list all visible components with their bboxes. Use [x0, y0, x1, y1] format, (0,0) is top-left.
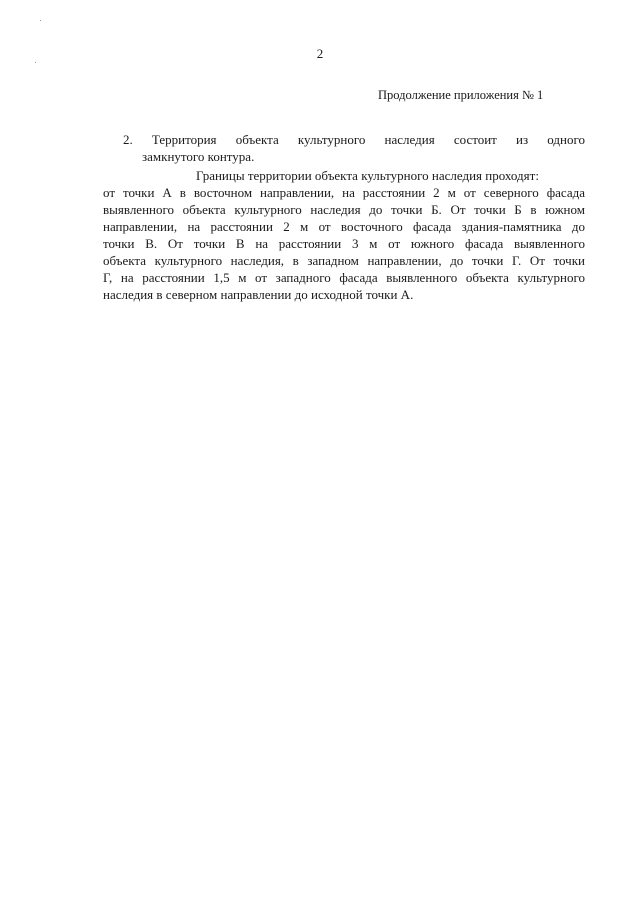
- appendix-continuation-note: Продолжение приложения № 1: [378, 88, 544, 102]
- scan-speck: [35, 62, 36, 63]
- paragraph-2-line-2: от точки А в восточном направлении, на расстоянии 2 м от северного фасада: [103, 185, 585, 200]
- paragraph-2-line-3: выявленного объекта культурного наследия до точки Б. От точки Б в южном: [103, 202, 585, 217]
- paragraph-2-line-7: Г, на расстоянии 1,5 м от западного фасада выявленного объекта культурного: [103, 270, 585, 285]
- paragraph-2-line-5: точки В. От точки В на расстоянии 3 м от южного фасада выявленного: [103, 236, 585, 251]
- page-number: 2: [316, 46, 324, 61]
- paragraph-2-line-6: объекта культурного наследия, в западном направлении, до точки Г. От точки: [103, 253, 585, 268]
- paragraph-1-line-2: замкнутого контура.: [142, 149, 255, 164]
- scan-speck: [40, 20, 41, 21]
- paragraph-1-line-1: 2. Территория объекта культурного наследия состоит из одного: [123, 132, 585, 147]
- paragraph-2-line-8: наследия в северном направлении до исходной точки А.: [103, 287, 414, 302]
- paragraph-2-line-4: направлении, на расстоянии 2 м от восточного фасада здания-памятника до: [103, 219, 585, 234]
- paragraph-2-line-1: Границы территории объекта культурного наследия проходят:: [196, 168, 539, 183]
